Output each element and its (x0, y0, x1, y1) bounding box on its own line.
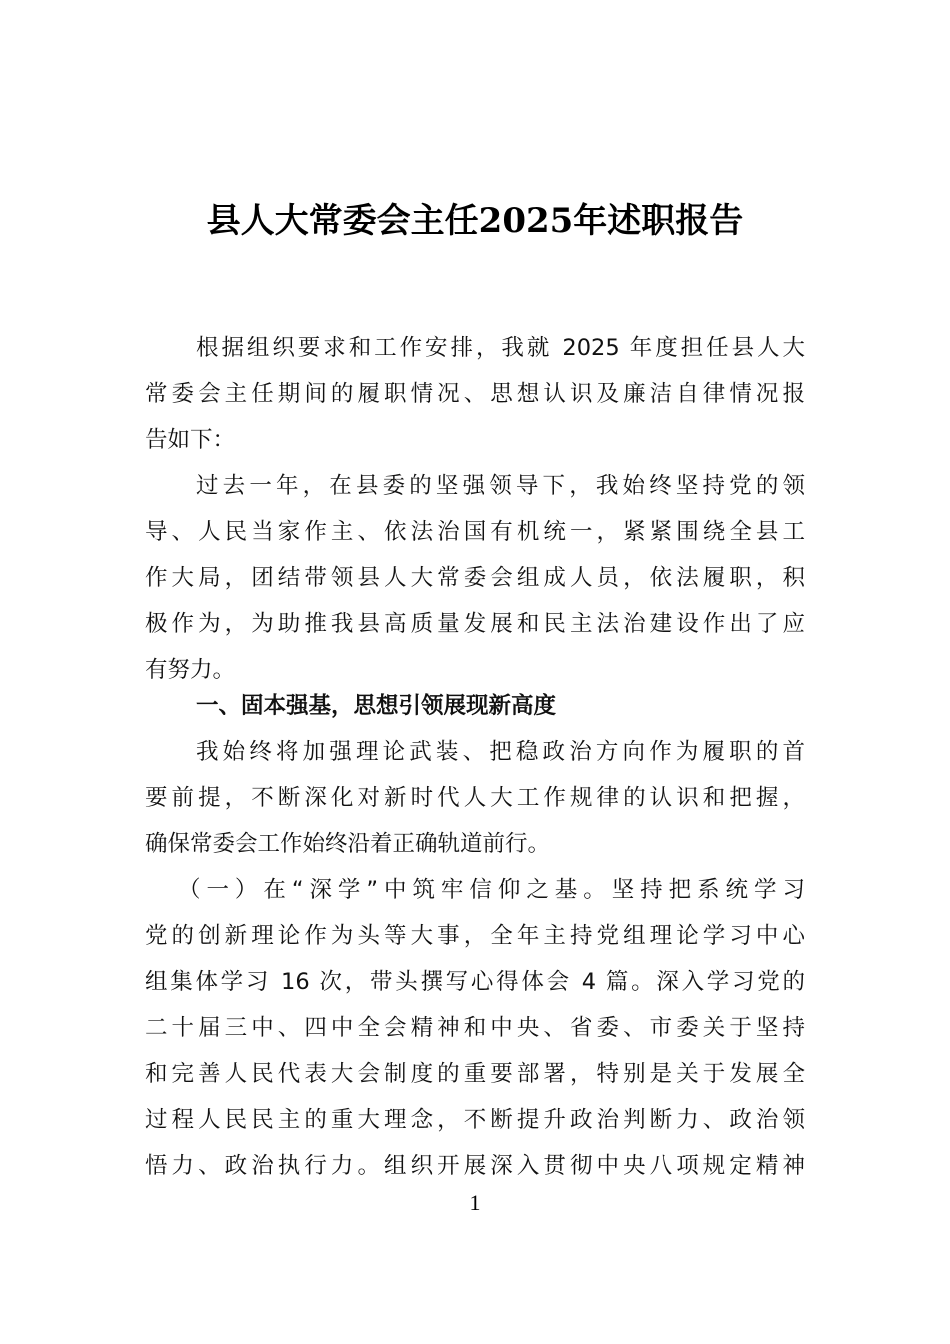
paragraph-2-line-4: 极作为，为助推我县高质量发展和民主法治建设作出了应 (145, 611, 805, 637)
subsection-1-line-2: 党的创新理论作为头等大事，全年主持党组理论学习中心 (145, 923, 805, 949)
subsection-1-line-5: 和完善人民代表大会制度的重要部署，特别是关于发展全 (145, 1061, 805, 1087)
paragraph-2-line-1: 过去一年，在县委的坚强领导下，我始终坚持党的领 (196, 473, 805, 499)
section-heading-1: 一、固本强基，思想引领展现新高度 (196, 693, 557, 719)
paragraph-1-line-2: 常委会主任期间的履职情况、思想认识及廉洁自律情况报 (145, 381, 805, 407)
subsection-1-line-7: 悟力、政治执行力。组织开展深入贯彻中央八项规定精神 (145, 1153, 805, 1179)
paragraph-2-line-5: 有努力。 (145, 657, 236, 683)
page-number: 1 (469, 1190, 481, 1215)
subsection-1-line-3: 组集体学习 16 次，带头撰写心得体会 4 篇。深入学习党的 (145, 969, 805, 995)
paragraph-3-line-3: 确保常委会工作始终沿着正确轨道前行。 (145, 831, 551, 857)
paragraph-3-line-2: 要前提，不断深化对新时代人大工作规律的认识和把握， (145, 785, 805, 811)
paragraph-2-line-3: 作大局，团结带领县人大常委会组成人员，依法履职，积 (145, 565, 805, 591)
document-title: 县人大常委会主任2025年述职报告 (206, 201, 744, 241)
paragraph-1-line-1: 根据组织要求和工作安排，我就 2025 年度担任县人大 (196, 335, 805, 361)
subsection-1-line-6: 过程人民民主的重大理念，不断提升政治判断力、政治领 (145, 1107, 805, 1133)
paragraph-2-line-2: 导、人民当家作主、依法治国有机统一，紧紧围绕全县工 (145, 519, 805, 545)
paragraph-1-line-3: 告如下： (145, 427, 236, 453)
subsection-1-line-4: 二十届三中、四中全会精神和中央、省委、市委关于坚持 (145, 1015, 805, 1041)
subsection-1-line-1: （一）在“深学”中筑牢信仰之基。坚持把系统学习 (178, 877, 805, 903)
paragraph-3-line-1: 我始终将加强理论武装、把稳政治方向作为履职的首 (196, 739, 805, 765)
